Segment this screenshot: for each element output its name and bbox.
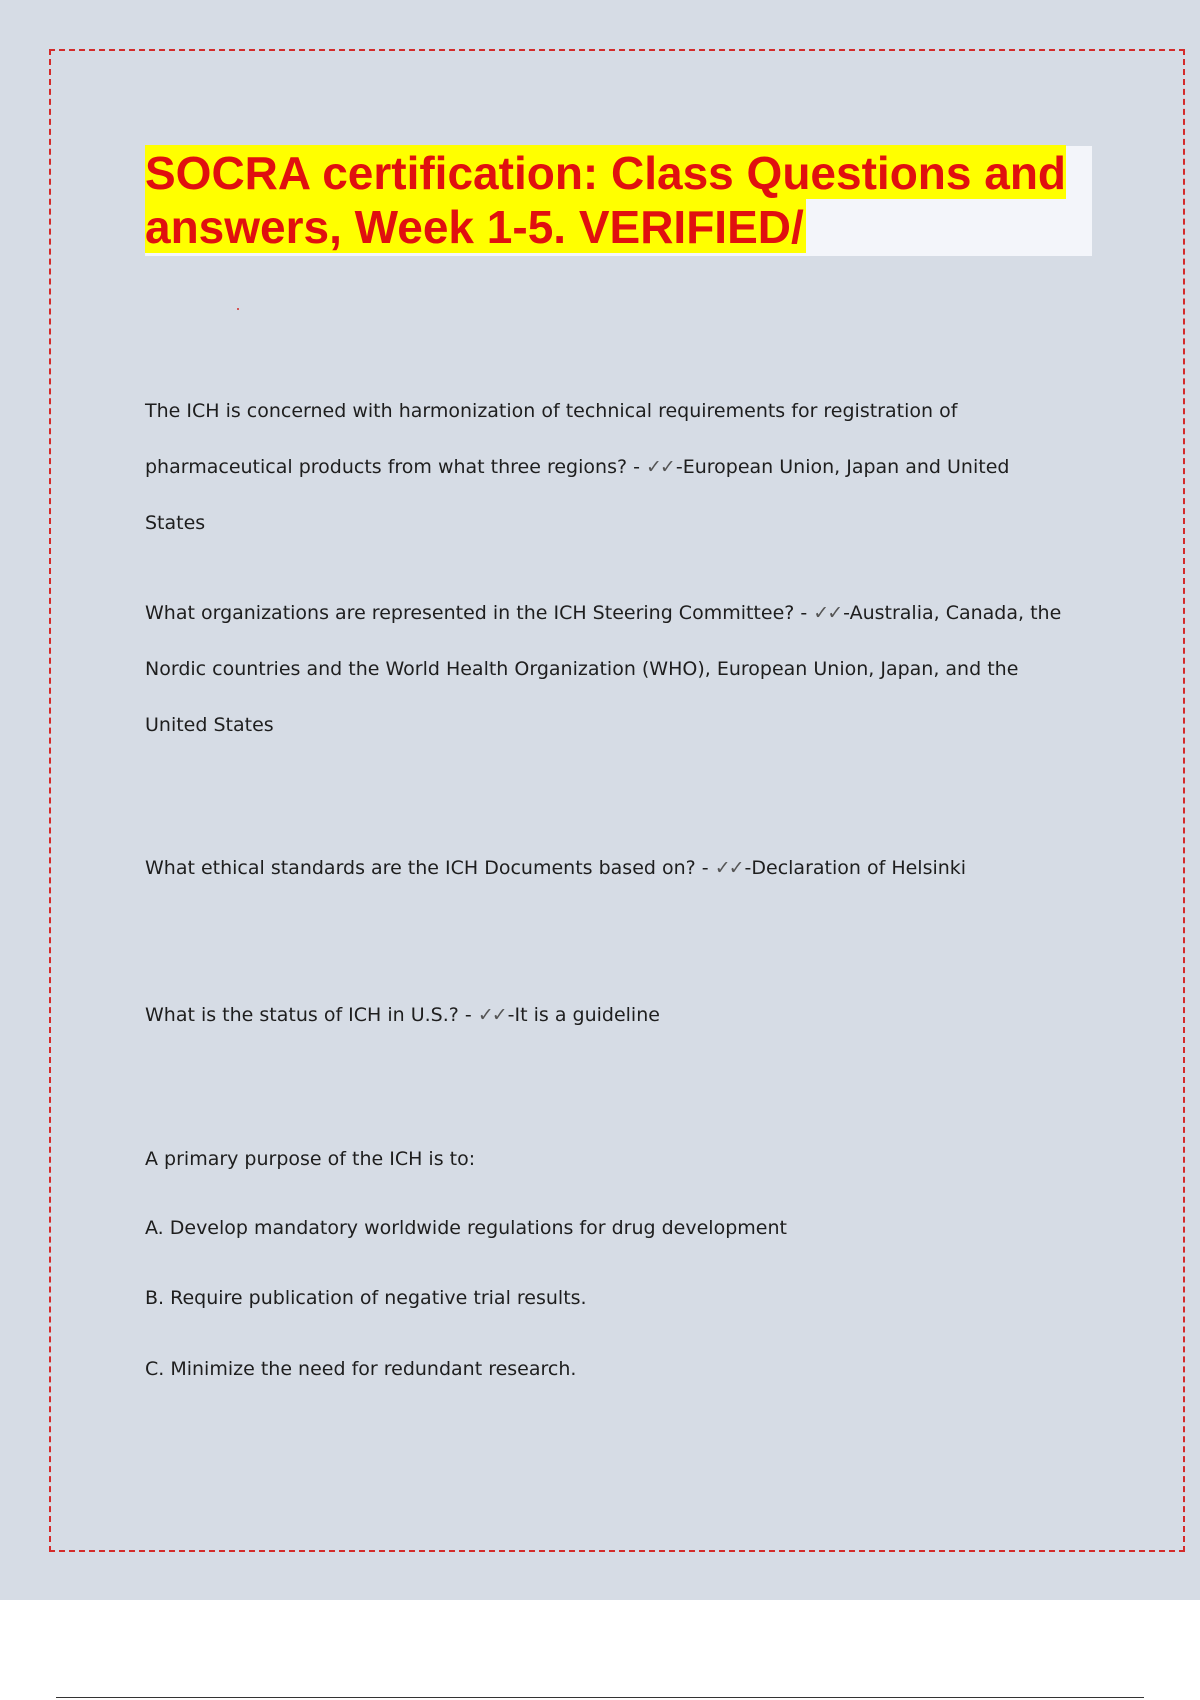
stray-mark: [237, 308, 239, 310]
question-text: The ICH is concerned with harmonization of technical requirements for registration of pharmaceutical products from what three regions?: [145, 400, 958, 478]
qa-item-3: [145, 840, 1075, 896]
double-check-icon: ✓✓: [714, 857, 743, 879]
separator: -: [794, 602, 814, 624]
mcq-stem: A primary purpose of the ICH is to:: [145, 1148, 476, 1170]
qa-item-1: [145, 383, 1075, 551]
qa-item-4: [145, 987, 1075, 1043]
separator: -: [458, 1004, 478, 1026]
separator: -: [627, 456, 646, 478]
separator: -: [695, 857, 715, 879]
answer-text: -It is a guideline: [507, 1004, 660, 1026]
mcq-option-a: A. Develop mandatory worldwide regulations for drug development: [145, 1217, 787, 1239]
question-text: What is the status of ICH in U.S.?: [145, 1004, 459, 1026]
answer-text: -Declaration of Helsinki: [744, 857, 967, 879]
question-text: What ethical standards are the ICH Documents based on?: [145, 857, 696, 879]
answer-text: -Australia, Canada, the Nordic countries and the World Health Organization (WHO), European Union, Japan, and the United States: [145, 602, 1062, 736]
double-check-icon: ✓✓: [813, 602, 842, 624]
qa-item-2: [145, 585, 1075, 753]
answer-text: -European Union, Japan and United States: [145, 456, 1010, 534]
question-text: What organizations are represented in the ICH Steering Committee?: [145, 602, 795, 624]
document-title: SOCRA certification: Class Questions and answers, Week 1-5. VERIFIED/: [145, 147, 1067, 253]
mcq-option-c: C. Minimize the need for redundant research.: [145, 1358, 577, 1380]
double-check-icon: ✓✓: [477, 1004, 506, 1026]
mcq-option-b: B. Require publication of negative trial results.: [145, 1287, 587, 1309]
double-check-icon: ✓✓: [646, 456, 674, 478]
next-page-rule: [56, 1697, 1144, 1698]
title-block: [145, 146, 1092, 256]
page-border: [49, 49, 1185, 1552]
